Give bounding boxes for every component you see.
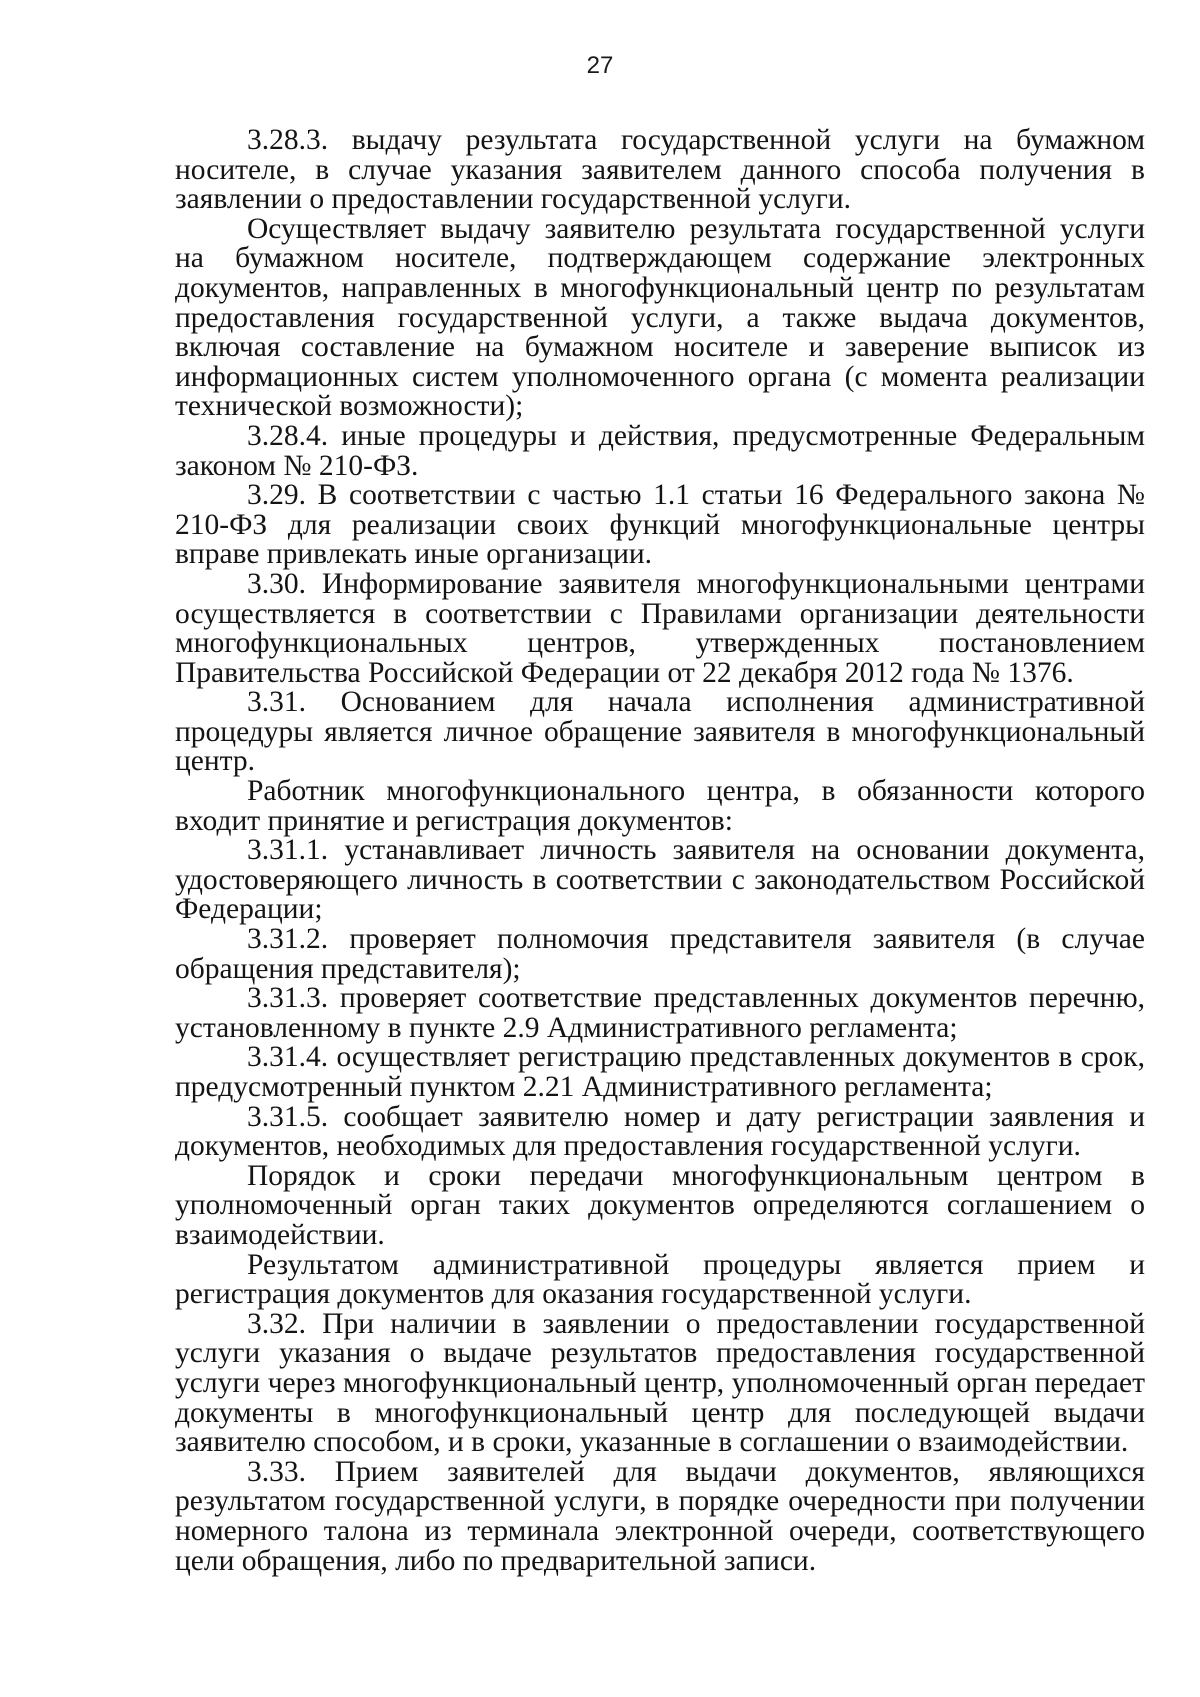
paragraph-3-31-4: 3.31.4. осуществляет регистрацию представленных документов в срок, предусмотренный пунктом 2.21 Административного регламента;: [175, 1041, 1145, 1103]
paragraph-3-30: 3.30. Информирование заявителя многофункциональными центрами осуществляется в соответствии с Правилами организации деятельности многофункциональных центров, утвержденных постановлением Правительства Российской Федерации от 22 декабря 2012 года № 1376.: [175, 567, 1145, 689]
paragraph-3-31-3: 3.31.3. проверяет соответствие представленных документов перечню, установленному в пункте 2.9 Административного регламента;: [175, 982, 1145, 1044]
paragraph-3-31-5: 3.31.5. сообщает заявителю номер и дату регистрации заявления и документов, необходимых для предоставления государственной услуги.: [175, 1100, 1145, 1163]
paragraph-procedure-result: Результатом административной процедуры является прием и регистрация документов для оказания государственной услуги.: [175, 1248, 1145, 1311]
paragraph-3-28-4: 3.28.4. иные процедуры и действия, предусмотренные Федеральным законом № 210-ФЗ.: [175, 419, 1145, 482]
paragraph-transfer-order: Порядок и сроки передачи многофункциональным центром в уполномоченный орган таких документов определяются соглашением о взаимодействии.: [175, 1159, 1145, 1251]
paragraph-3-31: 3.31. Основанием для начала исполнения административной процедуры является личное обращение заявителя в многофункциональный центр.: [175, 686, 1145, 778]
paragraph-3-29: 3.29. В соответствии с частью 1.1 статьи 16 Федерального закона № 210-ФЗ для реализации своих функций многофункциональные центры вправе привлекать иные организации.: [175, 479, 1145, 571]
paragraph-issuance-of-result: Осуществляет выдачу заявителю результата государственной услуги на бумажном носителе, подтверждающем содержание электронных документов, направленных в многофункциональный центр по результатам предоставления государственной услуги, а также выдача документов, включая составление на бумажном носителе и заверение выписок из информационных систем уполномоченного органа (с момента реализации технической возможности);: [175, 212, 1145, 423]
paragraph-3-32: 3.32. При наличии в заявлении о предоставлении государственной услуги указания о выдаче результатов предоставления государственной услуги через многофункциональный центр, уполномоченный орган передает документы в многофункциональный центр для последующей выдачи заявителю способом, и в сроки, указанные в соглашении о взаимодействии.: [175, 1307, 1145, 1459]
paragraph-3-28-3: 3.28.3. выдачу результата государственной услуги на бумажном носителе, в случае указания заявителем данного способа получения в заявлении о предоставлении государственной услуги.: [175, 124, 1145, 216]
page-number: 27: [586, 52, 614, 79]
document-body: [175, 126, 1145, 1576]
paragraph-mfc-worker: Работник многофункционального центра, в обязанности которого входит принятие и регистрация документов:: [175, 775, 1145, 837]
paragraph-3-33: 3.33. Прием заявителей для выдачи документов, являющихся результатом государственной услуги, в порядке очередности при получении номерного талона из терминала электронной очереди, соответствующего цели обращения, либо по предварительной записи.: [175, 1455, 1145, 1577]
paragraph-3-31-1: 3.31.1. устанавливает личность заявителя на основании документа, удостоверяющего личность в соответствии с законодательством Российской Федерации;: [175, 834, 1145, 926]
paragraph-3-31-2: 3.31.2. проверяет полномочия представителя заявителя (в случае обращения представителя);: [175, 923, 1145, 985]
